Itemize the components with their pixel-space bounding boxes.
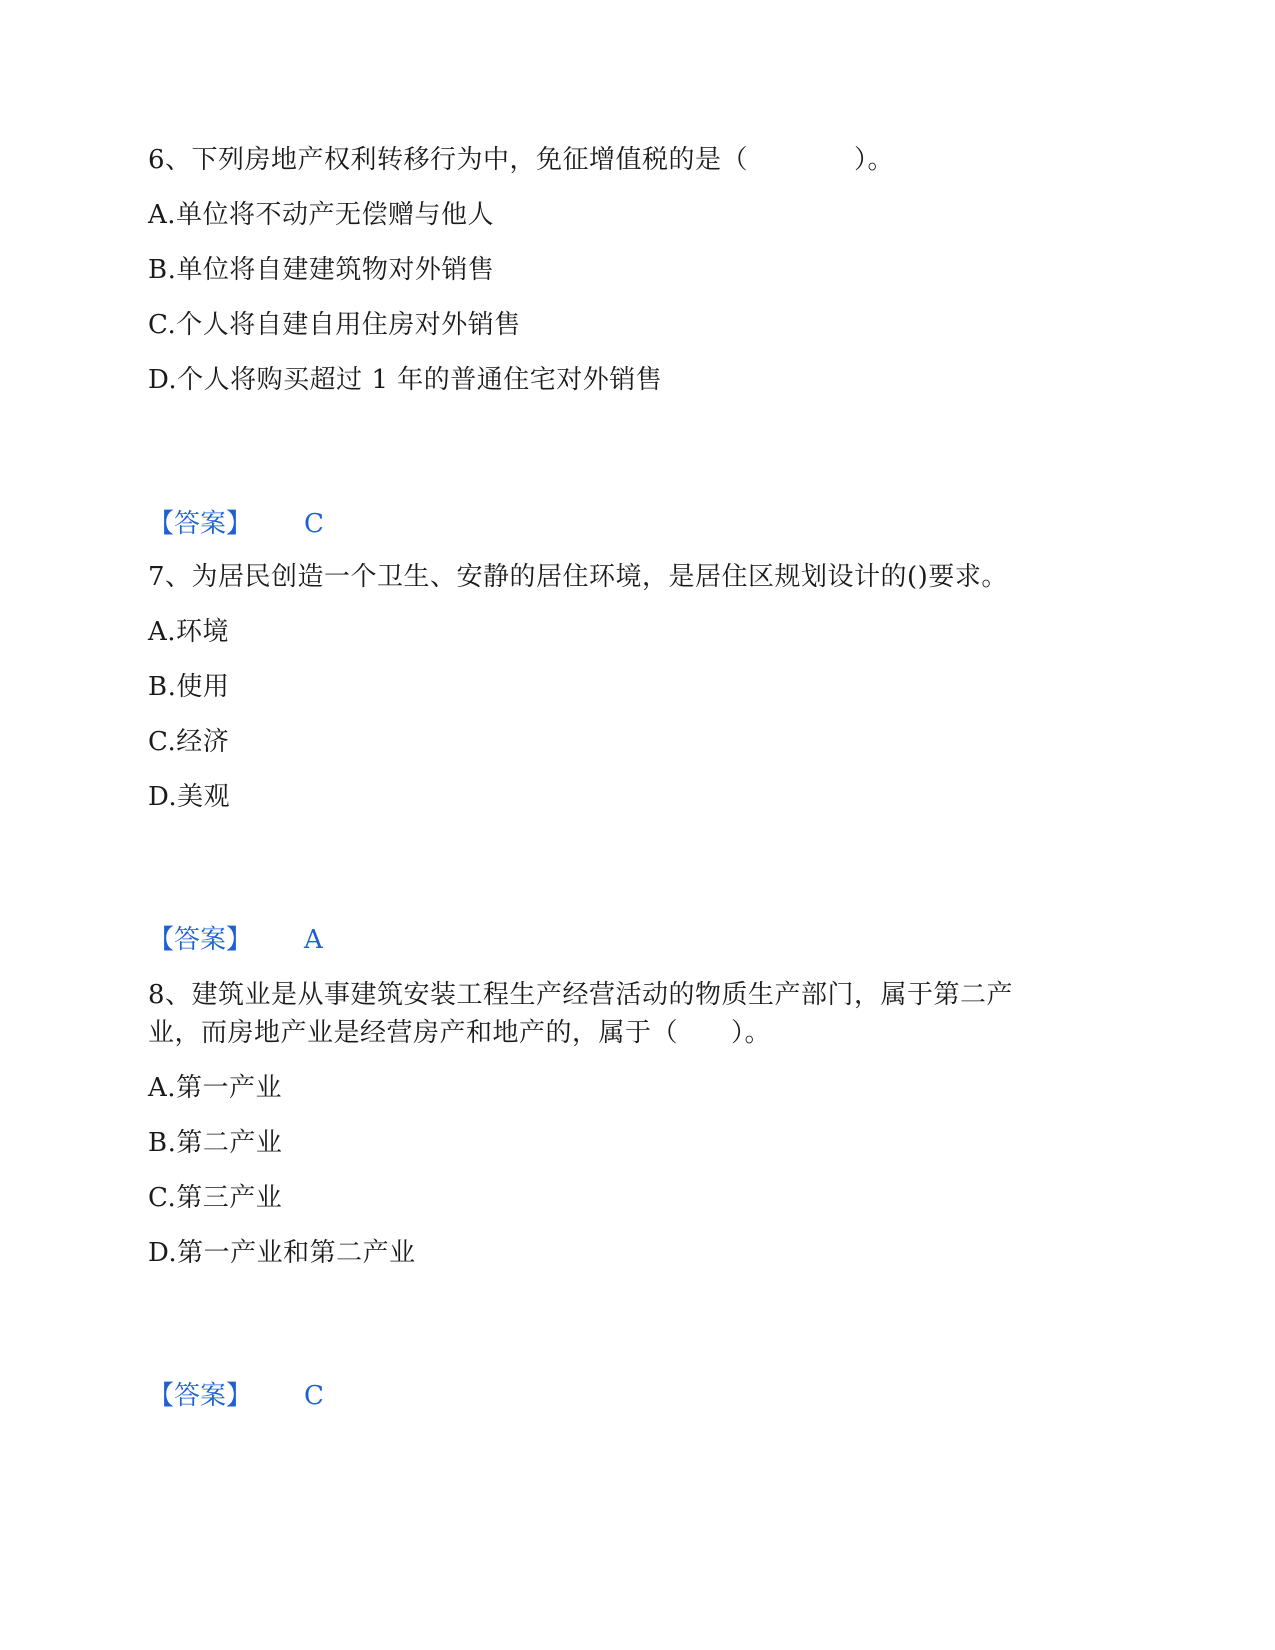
question-6-option-b: B.单位将自建建筑物对外销售 (148, 255, 495, 285)
answer-value: A (304, 925, 323, 955)
question-8-stem-line-1: 8、建筑业是从事建筑安装工程生产经营活动的物质生产部门，属于第二产 (148, 980, 1014, 1010)
question-6-option-c: C.个人将自建自用住房对外销售 (148, 310, 521, 340)
answer-label: 【答案】 (148, 1381, 253, 1411)
question-7-stem: 7、为居民创造一个卫生、安静的居住环境，是居住区规划设计的()要求。 (148, 562, 1008, 592)
question-8-option-c: C.第三产业 (148, 1183, 283, 1213)
question-8-option-d: D.第一产业和第二产业 (148, 1238, 416, 1268)
question-6-option-a: A.单位将不动产无偿赠与他人 (148, 200, 495, 230)
question-8-stem-line-2: 业，而房地产业是经营房产和地产的，属于（ ）。 (148, 1018, 772, 1048)
answer-label: 【答案】 (148, 925, 253, 955)
question-7-answer (148, 923, 323, 957)
question-7-option-c: C.经济 (148, 727, 230, 757)
question-6-stem: 6、下列房地产权利转移行为中，免征增值税的是（ ）。 (148, 145, 895, 175)
question-7-option-d: D.美观 (148, 782, 231, 812)
question-6-answer (148, 507, 324, 541)
answer-value: C (304, 509, 324, 539)
question-8-answer (148, 1379, 324, 1413)
answer-value: C (304, 1381, 324, 1411)
question-7-option-b: B.使用 (148, 672, 230, 702)
question-7-option-a: A.环境 (148, 617, 230, 647)
question-6-option-d: D.个人将购买超过 1 年的普通住宅对外销售 (148, 365, 663, 395)
question-8-option-a: A.第一产业 (148, 1073, 283, 1103)
question-8-option-b: B.第二产业 (148, 1128, 283, 1158)
answer-label: 【答案】 (148, 509, 253, 539)
